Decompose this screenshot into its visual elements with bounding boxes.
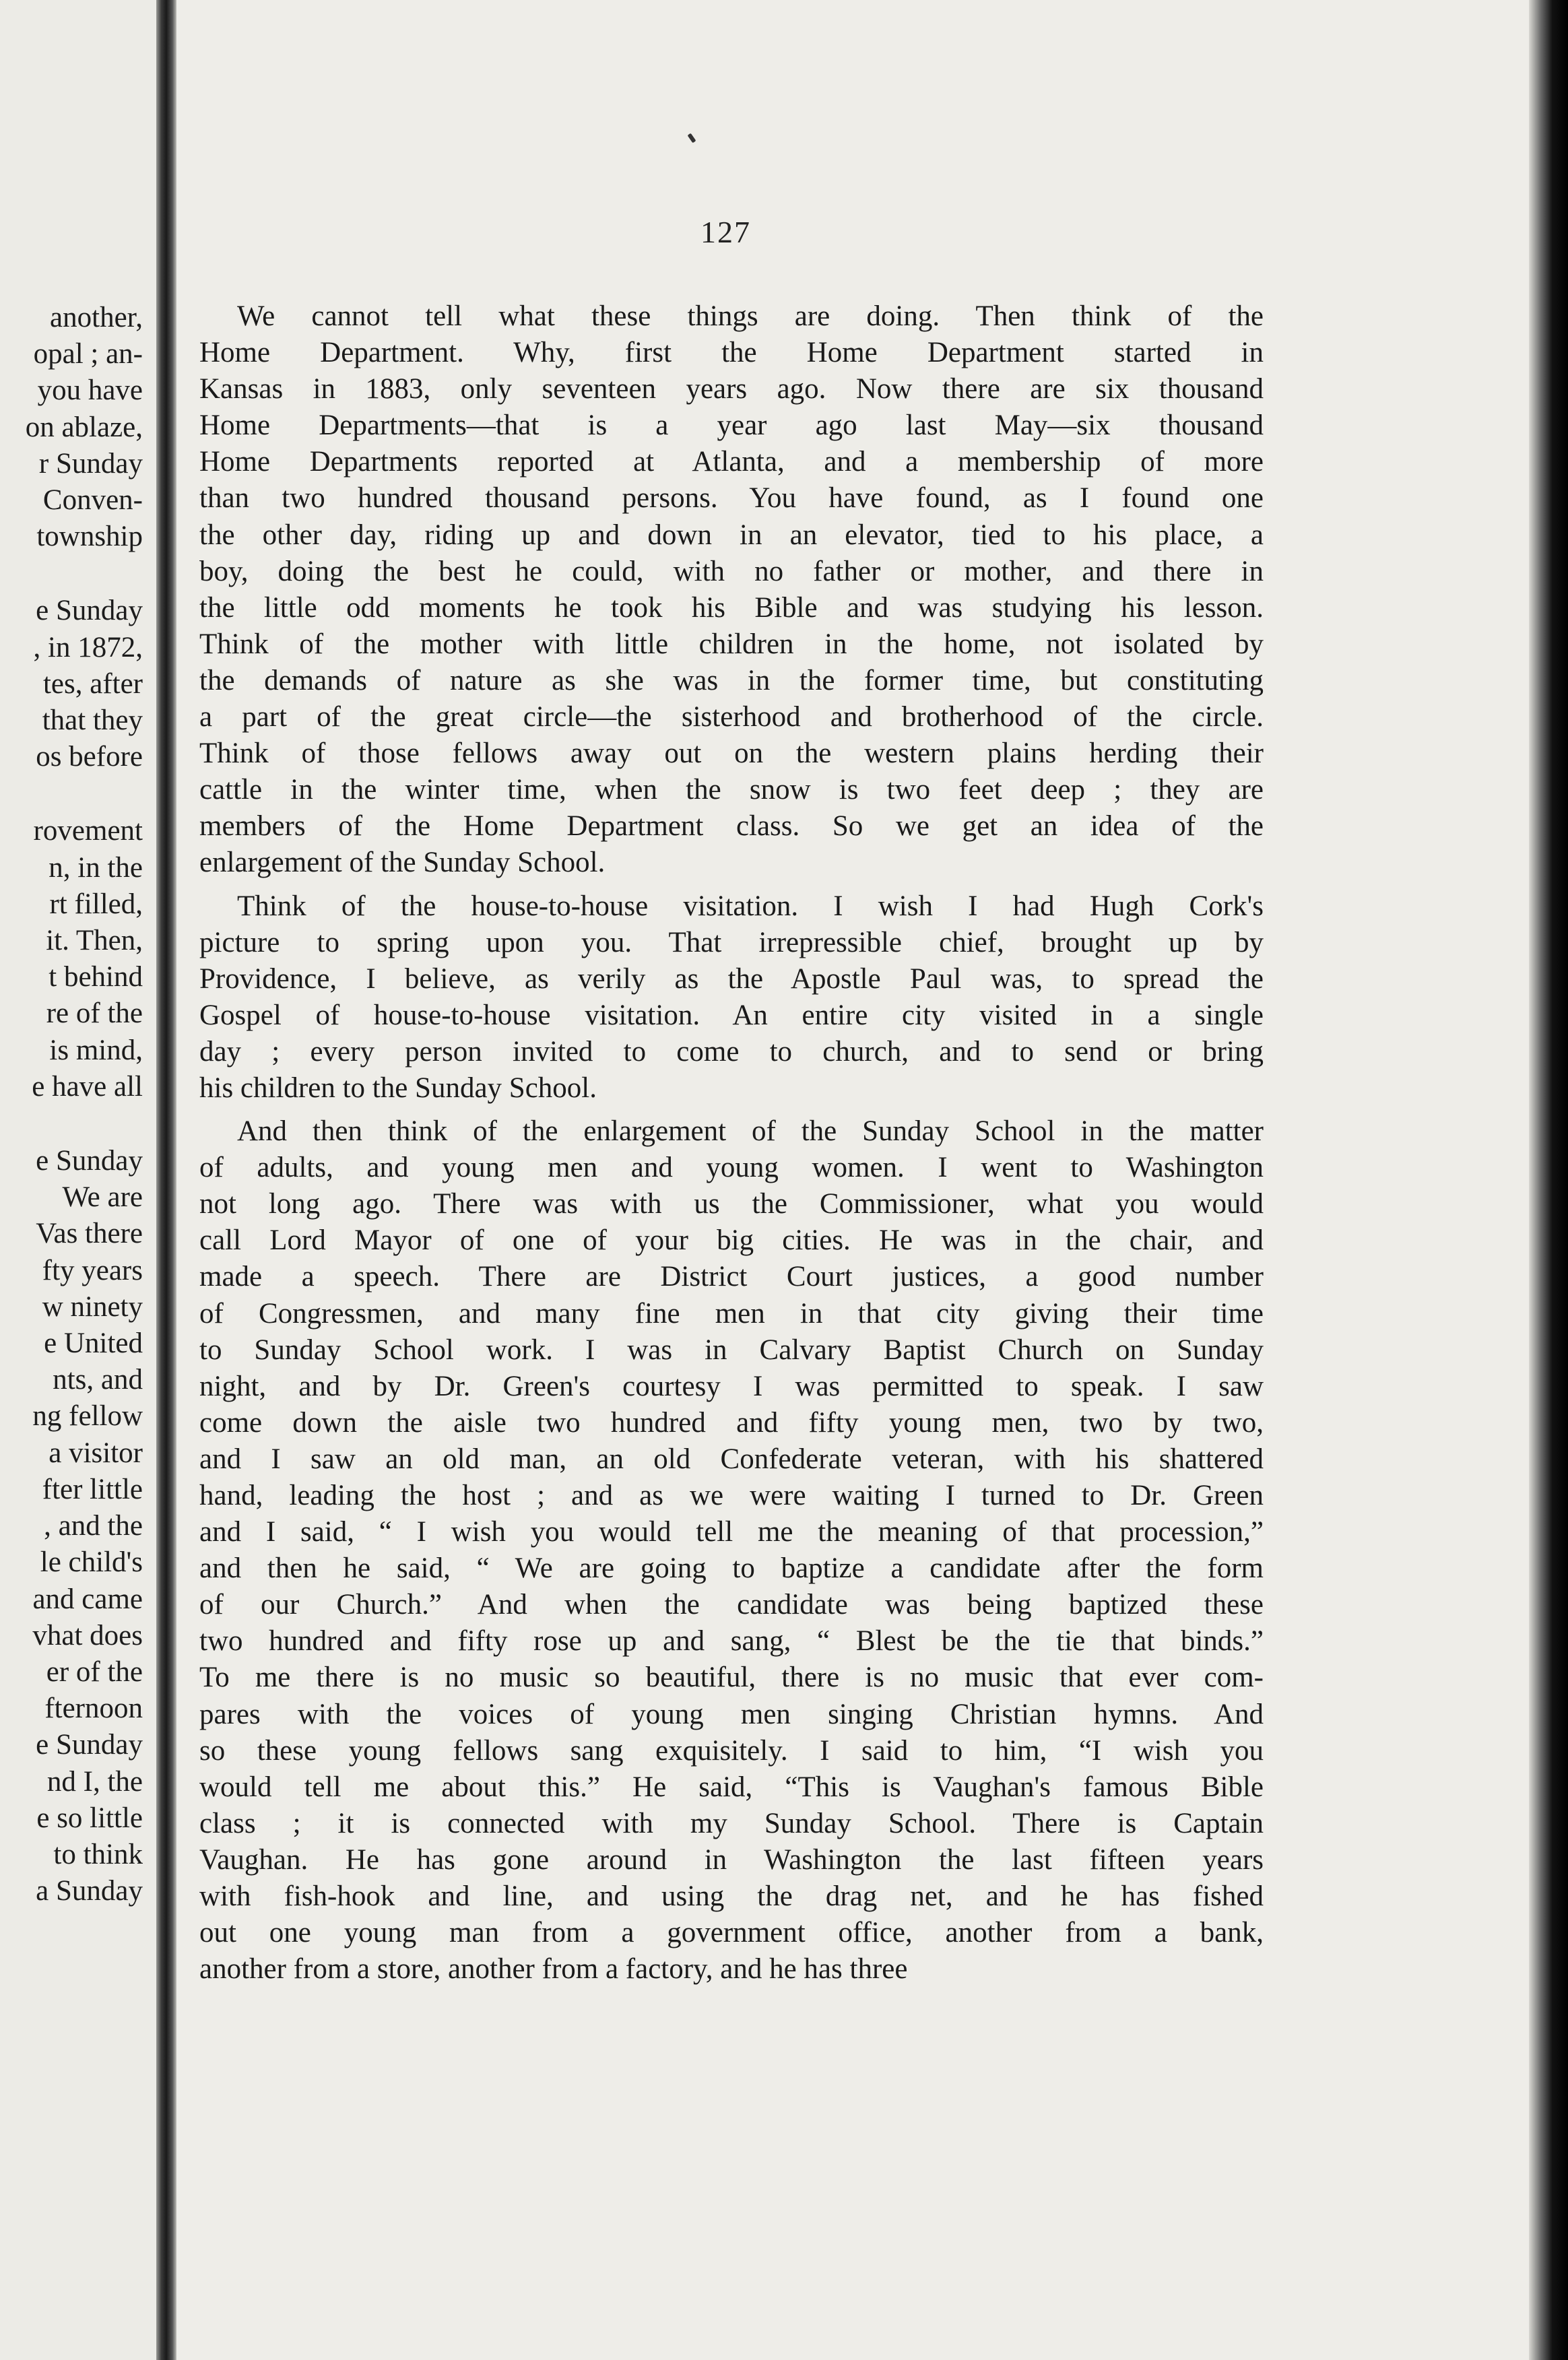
left-fragment-line: opal ; an- — [33, 338, 143, 370]
left-fragment-line: it. Then, — [46, 925, 143, 957]
left-fragment-line: os before — [36, 741, 143, 773]
text-line: cattle in the winter time, when the snow is two feet deep ; they are — [199, 774, 1264, 806]
text-line: Providence, I believe, as verily as the Apostle Paul was, to spread the — [199, 962, 1264, 995]
left-fragment-line: e United — [44, 1328, 143, 1360]
text-line: class ; it is connected with my Sunday School. There is Captain — [199, 1807, 1264, 1839]
text-line: the other day, riding up and down in an elevator, tied to his place, a — [199, 519, 1264, 551]
text-line: Think of the house-to-house visitation. I wish I had Hugh Cork's — [237, 890, 1264, 922]
left-fragment-line: t behind — [48, 961, 143, 993]
text-line: two hundred and fifty rose up and sang, “ Blest be the tie that binds.” — [199, 1625, 1264, 1658]
scan-right-margin — [1529, 0, 1568, 2360]
text-line: of Congressmen, and many fine men in that city giving their time — [199, 1297, 1264, 1330]
text-line: to Sunday School work. I was in Calvary Baptist Church on Sunday — [199, 1334, 1264, 1366]
left-fragment-line: re of the — [46, 997, 143, 1030]
left-fragment-line: and came — [32, 1583, 143, 1615]
text-line: made a speech. There are District Court justices, a good number — [199, 1261, 1264, 1293]
paragraph — [199, 298, 1264, 882]
left-fragment-line: a Sunday — [36, 1875, 143, 1907]
text-line: so these young fellows sang exquisitely. I said to him, “I wish you — [199, 1734, 1264, 1767]
text-line: another from a store, another from a factory, and he has three — [199, 1953, 908, 1986]
text-line: And then think of the enlargement of the Sunday School in the matter — [237, 1115, 1264, 1148]
left-fragment-line: another, — [50, 302, 143, 333]
left-fragment-line: w ninety — [42, 1290, 143, 1323]
text-line: Home Department. Why, first the Home Department started in — [199, 337, 1264, 369]
left-fragment-line: Vas there — [36, 1218, 143, 1250]
text-line: Think of those fellows away out on the western plains herding their — [199, 738, 1264, 770]
text-line: enlargement of the Sunday School. — [199, 847, 606, 879]
left-fragment-line: r Sunday — [38, 447, 143, 480]
text-line: picture to spring upon you. That irrepressible chief, brought up by — [199, 926, 1264, 958]
left-fragment-line: , and the — [44, 1510, 143, 1542]
text-line: and then he said, “ We are going to baptize a candidate after the form — [199, 1552, 1264, 1585]
left-fragment-line: nts, and — [53, 1364, 143, 1396]
text-line: than two hundred thousand persons. You have found, as I found one — [199, 482, 1264, 515]
text-line: members of the Home Department class. So we get an idea of the — [199, 810, 1264, 843]
text-line: Home Departments—that is a year ago last May—six thousand — [199, 409, 1264, 442]
text-line: the little odd moments he took his Bible and was studying his lesson. — [199, 591, 1264, 624]
text-line: Vaughan. He has gone around in Washington the last fifteen years — [199, 1843, 1264, 1876]
text-line: would tell me about this.” He said, “This is Vaughan's famous Bible — [199, 1771, 1264, 1803]
left-fragment-line: n, in the — [48, 851, 143, 884]
body-text — [199, 298, 1264, 1994]
left-fragment-line: rt filled, — [49, 888, 143, 920]
left-fragment-line: ng fellow — [32, 1400, 143, 1433]
left-fragment-line: township — [36, 521, 143, 553]
left-fragment-line: e Sunday — [36, 1729, 143, 1761]
left-fragment-line: fter little — [42, 1473, 143, 1505]
page-number: 127 — [700, 215, 751, 249]
left-fragment-line: le child's — [40, 1546, 143, 1579]
paragraph — [199, 1113, 1264, 1988]
paragraph — [199, 888, 1264, 1107]
left-fragment-line: Conven- — [42, 484, 143, 517]
left-fragment-line: you have — [37, 374, 143, 407]
text-line: his children to the Sunday School. — [199, 1072, 597, 1104]
left-fragment-line: e have all — [32, 1070, 143, 1103]
left-fragment-line: nd I, the — [46, 1765, 143, 1798]
left-fragment-line: is mind, — [49, 1034, 143, 1066]
text-line: Gospel of house-to-house visitation. An entire city visited in a single — [199, 999, 1264, 1031]
text-line: and I said, “ I wish you would tell me the meaning of that procession,” — [199, 1516, 1264, 1548]
left-fragment-gap — [0, 1105, 143, 1143]
text-line: pares with the voices of young men singing Christian hymns. And — [199, 1698, 1264, 1730]
left-fragment-line: e Sunday — [36, 595, 143, 627]
left-fragment-gap — [0, 775, 143, 813]
text-line: Home Departments reported at Atlanta, and a membership of more — [199, 446, 1264, 478]
left-fragment-line: fternoon — [44, 1693, 143, 1725]
text-line: come down the aisle two hundred and fifty young men, two by two, — [199, 1406, 1264, 1439]
text-line: hand, leading the host ; and as we were waiting I turned to Dr. Green — [199, 1480, 1264, 1511]
text-line: with fish-hook and line, and using the drag net, and he has fished — [199, 1880, 1264, 1913]
book-gutter — [156, 0, 176, 2360]
text-line: the demands of nature as she was in the former time, but constituting — [199, 664, 1264, 696]
left-fragment-line: We are — [62, 1181, 143, 1214]
text-line: call Lord Mayor of one of your big cities. He was in the chair, and — [199, 1224, 1264, 1257]
left-fragment-line: to think — [53, 1838, 143, 1870]
left-page-text-fragments — [0, 300, 143, 1909]
text-line: and I saw an old man, an old Confederate veteran, with his shattered — [199, 1443, 1264, 1475]
text-line: Kansas in 1883, only seventeen years ago. Now there are six thousand — [199, 373, 1264, 405]
left-page-edge — [0, 0, 156, 2360]
left-fragment-line: e Sunday — [36, 1145, 143, 1177]
left-fragment-line: rovement — [33, 815, 143, 847]
text-line: Think of the mother with little children in the home, not isolated by — [199, 628, 1264, 660]
left-fragment-line: that they — [42, 704, 143, 737]
left-fragment-gap — [0, 555, 143, 593]
left-fragment-line: , in 1872, — [33, 631, 143, 663]
text-line: out one young man from a government office, another from a bank, — [199, 1917, 1264, 1949]
text-line: night, and by Dr. Green's courtesy I was permitted to speak. I saw — [199, 1370, 1264, 1402]
left-fragment-line: tes, after — [42, 667, 143, 700]
text-line: of adults, and young men and young women. I went to Washington — [199, 1152, 1264, 1184]
left-fragment-line: er of the — [46, 1656, 143, 1688]
text-line: We cannot tell what these things are doing. Then think of the — [237, 300, 1264, 332]
text-line: boy, doing the best he could, with no father or mother, and there in — [199, 555, 1264, 587]
text-line: To me there is no music so beautiful, there is no music that ever com- — [199, 1662, 1264, 1694]
left-fragment-line: on ablaze, — [25, 411, 143, 443]
text-line: a part of the great circle—the sisterhood and brotherhood of the circle. — [199, 701, 1264, 733]
text-line: of our Church.” And when the candidate was being baptized these — [199, 1589, 1264, 1621]
text-line: day ; every person invited to come to church, and to send or bring — [199, 1035, 1264, 1068]
left-fragment-line: vhat does — [32, 1619, 143, 1651]
left-fragment-line: a visitor — [48, 1437, 143, 1469]
left-fragment-line: fty years — [42, 1254, 143, 1286]
text-line: not long ago. There was with us the Commissioner, what you would — [199, 1188, 1264, 1220]
left-fragment-line: e so little — [36, 1802, 143, 1834]
